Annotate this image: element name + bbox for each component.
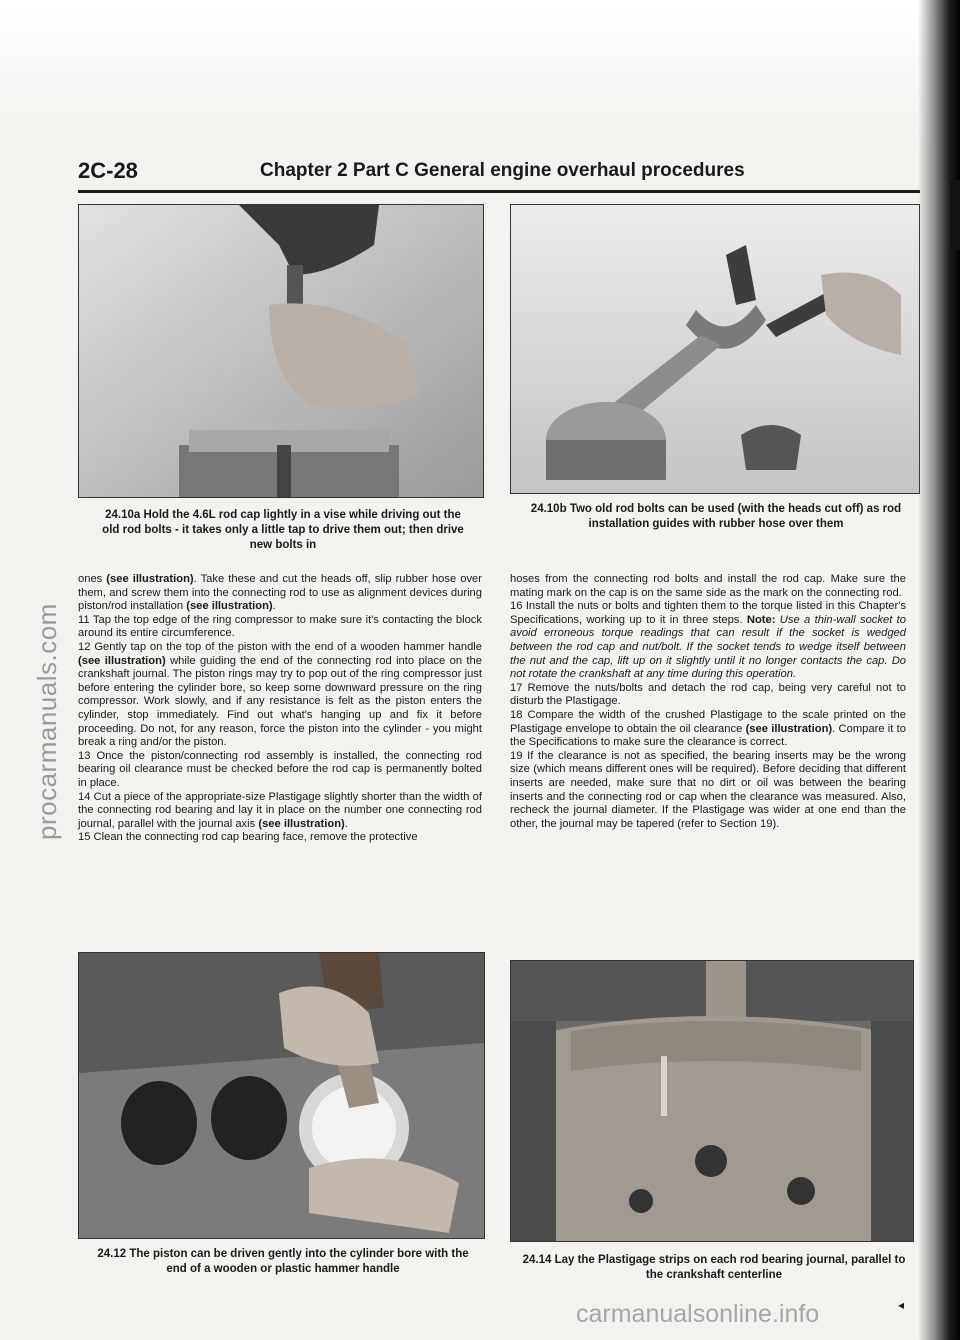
figure-24-10a-photo xyxy=(78,204,484,498)
see-illustration-ref: (see illustration) xyxy=(186,600,273,613)
page-background xyxy=(0,0,960,150)
paragraph-continued xyxy=(78,573,482,614)
caption-text: Two old rod bolts can be used (with the heads cut off) as rod installation guides with rubber hose over them xyxy=(569,503,902,530)
text-run: while guiding the end of the connecting rod into place on the crankshaft journal. The piston rings may try to pop out of the ring compressor just before entering the cylinder bore, so keep some downward pressure on the ring compressor. Work slowly, and if any resistance is felt as the piston enters the cylinder, stop immediately. Find out what's hanging up and fix it before proceeding. Do not, for any reason, force the piston into the cylinder - you might break a ring and/or the piston. xyxy=(78,654,482,749)
caption-number: 24.10b xyxy=(530,503,567,515)
caption-text: The piston can be driven gently into the cylinder bore with the end of a wooden or plastic hammer handle xyxy=(129,1248,469,1275)
text-run: . xyxy=(272,600,276,613)
text-run: 12 Gently tap on the top of the piston with the end of a wooden hammer handle xyxy=(78,640,482,653)
paragraph-11: 11 Tap the top edge of the ring compressor to make sure it's contacting the block around its entire circumference. xyxy=(78,613,482,640)
text-run: . Take these and cut the heads off, slip rubber hose over them, and screw them into the connecting rod to use as alignment devices during piston/rod installation xyxy=(78,573,482,613)
caption-number: 24.12 xyxy=(97,1248,127,1260)
continued-arrow-icon: ◂ xyxy=(898,1298,905,1312)
watermark-bottom: carmanualsonline.info xyxy=(576,1300,820,1328)
header-rule xyxy=(78,190,920,193)
chapter-title: Chapter 2 Part C General engine overhaul procedures xyxy=(260,160,745,181)
figure-24-10a-caption xyxy=(98,508,468,553)
caption-text: Hold the 4.6L rod cap lightly in a vise while driving out the old rod bolts - it takes only a little tap to drive them out; then drive new bolts in xyxy=(102,509,464,551)
watermark-left-text: procarmanuals.com xyxy=(32,603,62,840)
paragraph-17: 17 Remove the nuts/bolts and detach the rod cap, being very careful not to disturb the Plastigage. xyxy=(510,681,906,708)
binding-edge-mark xyxy=(950,180,960,250)
text-run: . xyxy=(344,817,348,830)
paragraph-16 xyxy=(510,600,906,682)
text-run: 18 Compare the width of the crushed Plastigage to the scale printed on the Plastigage envelope to obtain the oil clearance xyxy=(510,708,906,735)
text-run: 14 Cut a piece of the appropriate-size Plastigage slightly shorter than the width of the connecting rod bearing and lay it in place on the number one connecting rod journal, parallel with the journal axis xyxy=(78,790,482,830)
see-illustration-ref: (see illustration) xyxy=(78,654,166,667)
right-text-column xyxy=(510,573,906,831)
page-number: 2C-28 xyxy=(78,158,138,183)
note-text: Use a thin-wall socket to avoid erroneous torque readings that can result if the socket is wedged between the rod cap and nut/bolt. If the socket tends to wedge itself between the nut and the cap, lift up on it slightly until it no longer contacts the cap. Do not rotate the crankshaft at any time during this operation. xyxy=(510,613,906,681)
figure-24-14-photo xyxy=(510,960,914,1242)
figure-24-12-caption xyxy=(88,1247,478,1277)
see-illustration-ref: (see illustration) xyxy=(745,722,833,735)
note-label: Note: xyxy=(746,613,776,626)
caption-number: 24.10a xyxy=(105,509,141,521)
text-run: 16 Install the nuts or bolts and tighten them to the torque listed in this Chapter's Specifications, working up to it in three steps. xyxy=(510,600,906,626)
paragraph-18 xyxy=(510,709,906,750)
paragraph-14 xyxy=(78,791,482,832)
page-header xyxy=(78,158,920,190)
see-illustration-ref: (see illustration) xyxy=(258,817,345,830)
paragraph-12 xyxy=(78,641,482,750)
caption-number: 24.14 xyxy=(522,1254,552,1266)
figure-24-12-photo xyxy=(78,952,485,1239)
text-run: . Compare it to the Specifications to make sure the clearance is correct. xyxy=(510,722,906,749)
paragraph-19: 19 If the clearance is not as specified, the bearing inserts may be the wrong size (which means different ones will be required). Before deciding that different inserts are needed, make sure that no dirt or oil was between the bearing inserts and the connecting rod or cap when the clearance was measured. Also, recheck the journal diameter. If the Plastigage was wider at one end than the other, the journal may be tapered (refer to Section 19). xyxy=(510,749,906,830)
paragraph-13: 13 Once the piston/connecting rod assembly is installed, the connecting rod bearing oil clearance must be checked before the rod cap is permanently bolted in place. xyxy=(78,749,482,789)
watermark-left xyxy=(2,500,62,860)
left-text-column xyxy=(78,573,482,845)
text-run: ones xyxy=(78,573,107,585)
paragraph-15: 15 Clean the connecting rod cap bearing face, remove the protective xyxy=(78,831,418,844)
paragraph-15-continued: hoses from the connecting rod bolts and install the rod cap. Make sure the mating mark on the cap is on the same side as the mark on the connecting rod. xyxy=(510,573,906,599)
figure-24-10b-photo xyxy=(510,204,920,494)
caption-text: Lay the Plastigage strips on each rod bearing journal, parallel to the crankshaft centerline xyxy=(554,1254,906,1281)
figure-24-10b-caption xyxy=(516,502,916,532)
see-illustration-ref: (see illustration) xyxy=(106,573,194,585)
figure-24-14-caption xyxy=(518,1253,910,1283)
